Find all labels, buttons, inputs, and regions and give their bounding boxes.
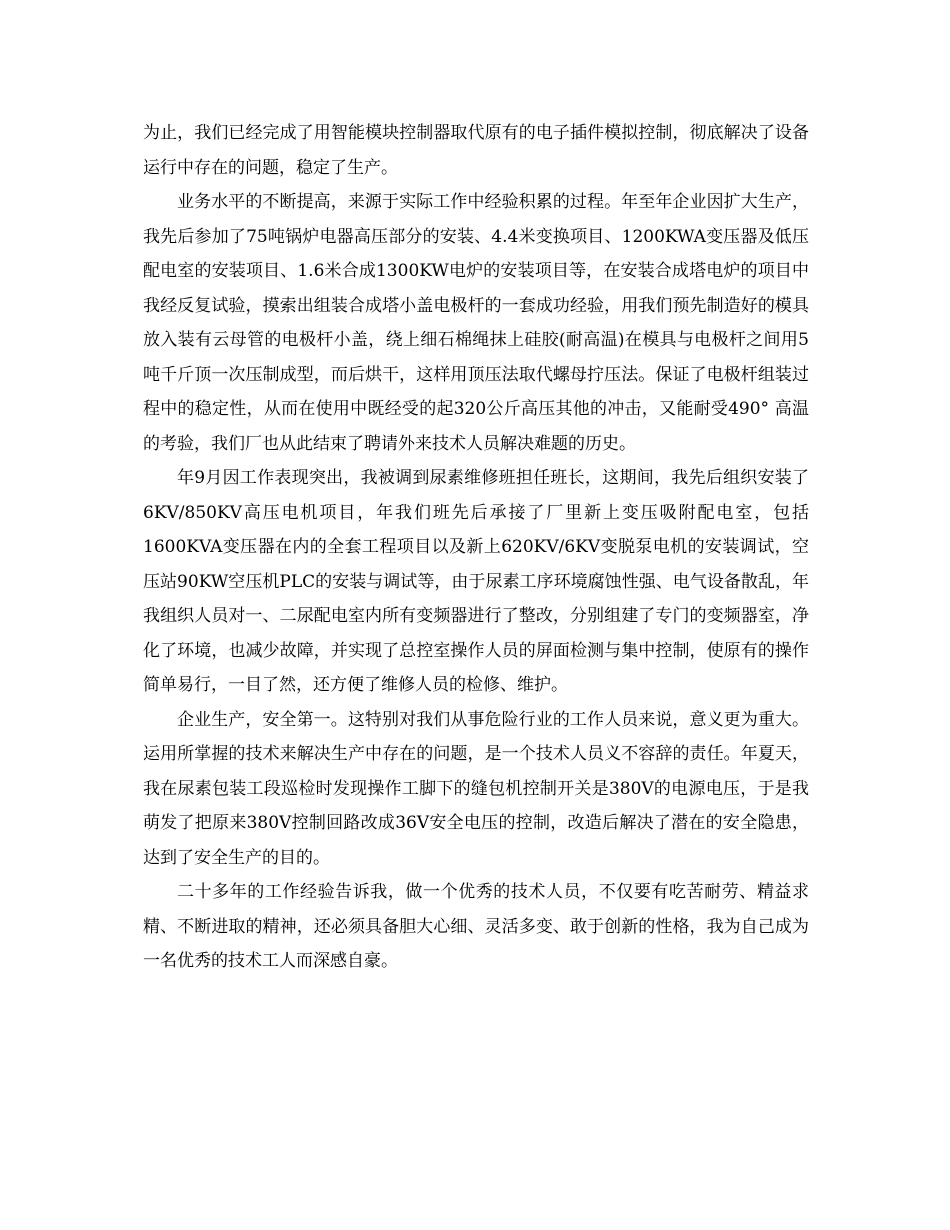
paragraph-team-leader: 年9月因工作表现突出，我被调到尿素维修班担任班长，这期间，我先后组织安装了6KV/850KV高压电机项目，年我们班先后承接了厂里新上变压吸附配电室，包括1600KVA变压器在内的全套工程项目以及新上620KV/6KV变脱泵电机的安装调试，空压站90KW空压机PLC的安装与调试等，由于尿素工序环境腐蚀性强、电气设备散乱，年我组织人员对一、二尿配电室内所有变频器进行了整改，分别组建了专门的变频器室，净化了环境，也减少故障，并实现了总控室操作人员的屏面检测与集中控制，使原有的操作简单易行，一目了然，还方便了维修人员的检修、维护。 — [143, 468, 809, 695]
paragraph-safety: 企业生产，安全第一。这特别对我们从事危险行业的工作人员来说，意义更为重大。运用所掌握的技术来解决生产中存在的问题，是一个技术人员义不容辞的责任。年夏天，我在尿素包装工段巡检时发现操作工脚下的缝包机控制开关是380V的电源电压，于是我萌发了把原来380V控制回路改成36V安全电压的控制，改造后解决了潜在的安全隐患，达到了安全生产的目的。 — [143, 709, 809, 868]
paragraph-experience: 业务水平的不断提高，来源于实际工作中经验积累的过程。年至年企业因扩大生产，我先后参加了75吨锅炉电器高压部分的安装、4.4米变换项目、1200KWA变压器及低压配电室的安装项目、1.6米合成1300KW电炉的安装项目等，在安装合成塔电炉的项目中我经反复试验，摸索出组装合成塔小盖电极杆的一套成功经验，用我们预先制造好的模具放入装有云母管的电极杆小盖，绕上细石棉绳抹上硅胶(耐高温)在模具与电极杆之间用5吨千斤顶一次压制成型，而后烘干，这样用顶压法取代螺母拧压法。保证了电极杆组装过程中的稳定性，从而在使用中既经受的起320公斤高压其他的冲击，又能耐受490° 高温的考验，我们厂也从此结束了聘请外来技术人员解决难题的历史。 — [143, 192, 809, 454]
document-body — [143, 116, 809, 979]
paragraph-conclusion: 二十多年的工作经验告诉我，做一个优秀的技术人员，不仅要有吃苦耐劳、精益求精、不断进取的精神，还必须具备胆大心细、灵活多变、敢于创新的性格，我为自己成为一名优秀的技术工人而深感自豪。 — [143, 882, 809, 971]
paragraph-continuation: 为止，我们已经完成了用智能模块控制器取代原有的电子插件模拟控制，彻底解决了设备运行中存在的问题，稳定了生产。 — [143, 123, 809, 178]
